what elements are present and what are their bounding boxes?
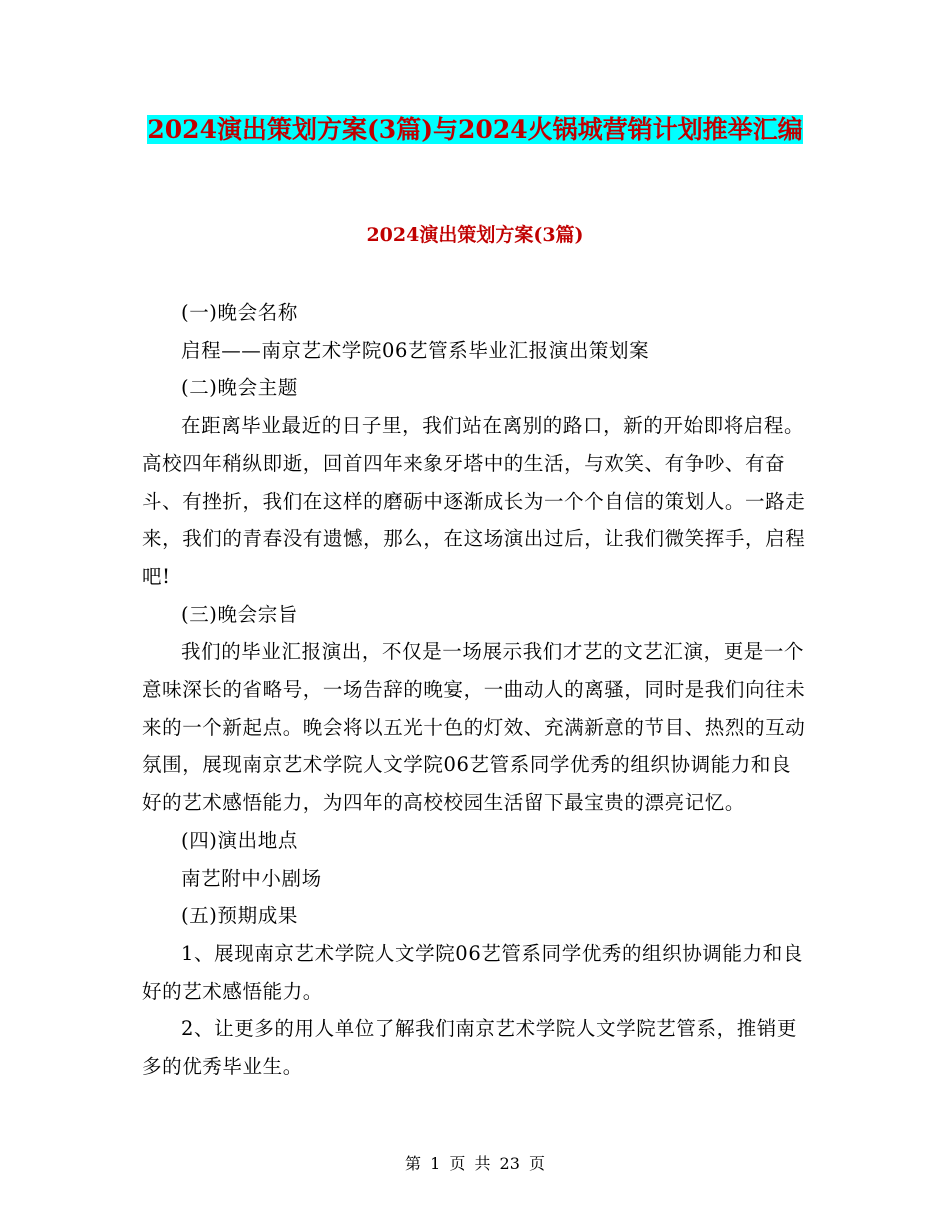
section-title: 2024演出策划方案(3篇) bbox=[366, 224, 584, 246]
paragraph: 2、让更多的用人单位了解我们南京艺术学院人文学院艺管系，推销更多的优秀毕业生。 bbox=[142, 1017, 798, 1079]
paragraph: (三)晚会宗旨 bbox=[181, 602, 298, 626]
document-body bbox=[142, 294, 810, 1086]
paragraph: 南艺附中小剧场 bbox=[181, 866, 322, 890]
paragraph: (二)晚会主题 bbox=[181, 376, 298, 400]
paragraph: 我们的毕业汇报演出，不仅是一场展示我们才艺的文艺汇演，更是一个意味深长的省略号，一场告辞的晚宴，一曲动人的离骚，同时是我们向往未来的一个新起点。晚会将以五光十色的灯效、充满新意的节目、热烈的互动氛围，展现南京艺术学院人文学院06艺管系同学优秀的组织协调能力和良好的艺术感悟能力，为四年的高校校园生活留下最宝贵的漂亮记忆。 bbox=[142, 640, 806, 815]
paragraph: 1、展现南京艺术学院人文学院06艺管系同学优秀的组织协调能力和良好的艺术感悟能力。 bbox=[142, 941, 803, 1003]
page-footer: 第 1 页 共 23 页 bbox=[405, 1154, 545, 1173]
document-title bbox=[140, 108, 810, 152]
document-title-text: 2024演出策划方案(3篇)与2024火锅城营销计划推举汇编 bbox=[147, 115, 803, 144]
paragraph: 启程——南京艺术学院06艺管系毕业汇报演出策划案 bbox=[181, 338, 650, 362]
paragraph: (一)晚会名称 bbox=[181, 301, 298, 324]
paragraph: (五)预期成果 bbox=[181, 904, 298, 928]
paragraph: 在距离毕业最近的日子里，我们站在离别的路口，新的开始即将启程。高校四年稍纵即逝，回首四年来象牙塔中的生活，与欢笑、有争吵、有奋斗、有挫折，我们在这样的磨砺中逐渐成长为一个个自信的策划人。一路走来，我们的青春没有遗憾，那么，在这场演出过后，让我们微笑挥手，启程吧! bbox=[142, 414, 806, 588]
paragraph: (四)演出地点 bbox=[181, 828, 298, 852]
